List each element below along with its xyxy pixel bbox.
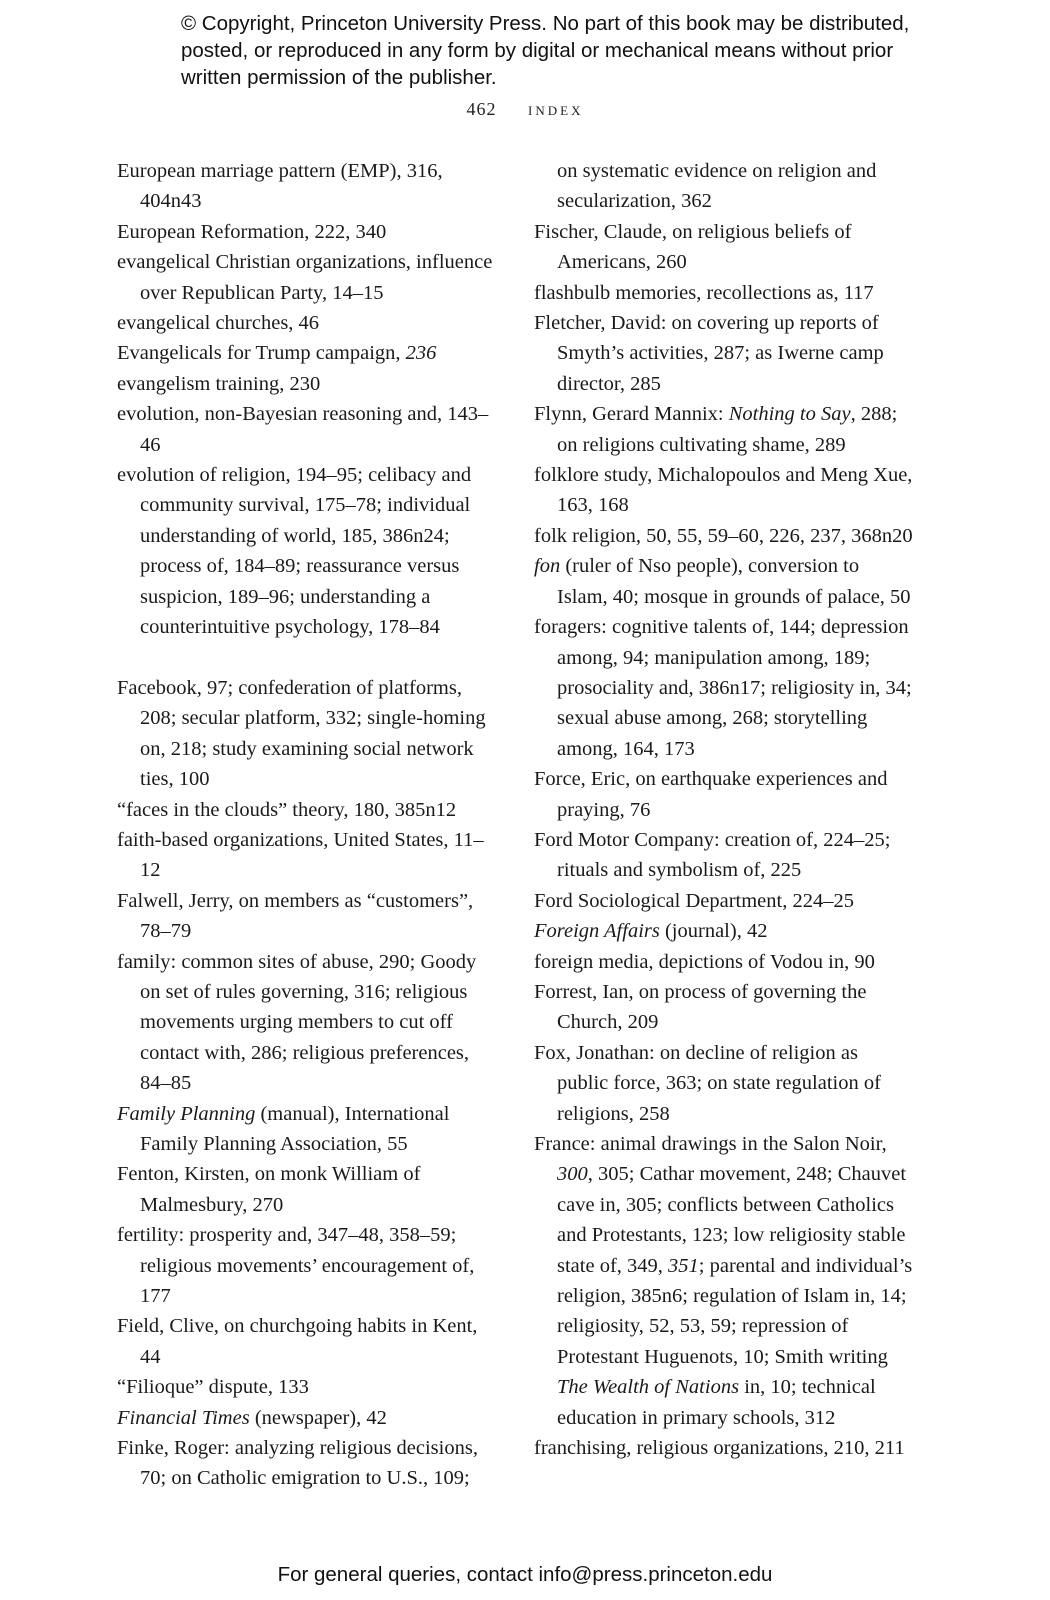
index-entry: Falwell, Jerry, on members as “customers”, 78–79 bbox=[117, 889, 474, 943]
index-entry: “faces in the clouds” theory, 180, 385n12 bbox=[117, 798, 457, 821]
index-column-right bbox=[534, 156, 914, 1463]
index-entry: evangelical Christian organizations, influence over Republican Party, 14–15 bbox=[117, 251, 493, 304]
index-entry: evangelical churches, 46 bbox=[117, 312, 320, 335]
index-column-left bbox=[117, 156, 497, 1494]
index-entry: Evangelicals for Trump campaign, 236 bbox=[117, 342, 437, 365]
running-head bbox=[0, 99, 1050, 120]
index-entry: France: animal drawings in the Salon Noir, 300, 305; Cathar movement, 248; Chauvet cave in, 305; conflicts between Catholics and Protestants, 123; low religiosity stable state of, 349, 351; parental and individual’s religion, 385n6; regulation of Islam in, 14; religiosity, 52, 53, 59; repression of Protestant Huguenots, 10; Smith writing The Wealth of Nations in, 10; technical education in primary schools, 312 bbox=[534, 1133, 913, 1429]
index-entry: Family Planning (manual), International Family Planning Association, 55 bbox=[117, 1102, 450, 1155]
copyright-notice: © Copyright, Princeton University Press. No part of this book may be distributed, posted, or reproduced in any form by digital or mechanical means without prior written permission of the publisher. bbox=[181, 12, 910, 89]
index-entry: folk religion, 50, 55, 59–60, 226, 237, 368n20 bbox=[534, 524, 913, 547]
index-entry: Financial Times (newspaper), 42 bbox=[117, 1406, 387, 1429]
index-entry: Force, Eric, on earthquake experiences and praying, 76 bbox=[534, 768, 888, 821]
index-entry: Fischer, Claude, on religious beliefs of Americans, 260 bbox=[534, 220, 852, 274]
footer-contact: For general queries, contact info@press.princeton.edu bbox=[277, 1563, 773, 1586]
section-gap bbox=[117, 643, 497, 673]
index-entry: Flynn, Gerard Mannix: Nothing to Say, 288; on religions cultivating shame, 289 bbox=[534, 403, 898, 456]
index-entry: Fox, Jonathan: on decline of religion as public force, 363; on state regulation of religions, 258 bbox=[534, 1041, 881, 1125]
index-entry: foragers: cognitive talents of, 144; depression among, 94; manipulation among, 189; prosociality and, 386n17; religiosity in, 34; sexual abuse among, 268; storytelling among, 164, 173 bbox=[534, 616, 912, 760]
index-entry: Facebook, 97; confederation of platforms, 208; secular platform, 332; single-homing on, 218; study examining social network ties, 100 bbox=[117, 676, 486, 791]
index-entry: European Reformation, 222, 340 bbox=[117, 220, 387, 243]
index-entry: Ford Motor Company: creation of, 224–25; rituals and symbolism of, 225 bbox=[534, 828, 891, 882]
index-entry: foreign media, depictions of Vodou in, 90 bbox=[534, 950, 875, 973]
index-entry: evangelism training, 230 bbox=[117, 372, 321, 395]
page-number: 462 bbox=[466, 99, 497, 119]
index-entry: folklore study, Michalopoulos and Meng Xue, 163, 168 bbox=[534, 464, 913, 517]
index-entry: Fletcher, David: on covering up reports of Smyth’s activities, 287; as Iwerne camp director, 285 bbox=[534, 312, 884, 395]
index-entry: fertility: prosperity and, 347–48, 358–59; religious movements’ encouragement of, 177 bbox=[117, 1224, 475, 1308]
index-entry: flashbulb memories, recollections as, 117 bbox=[534, 281, 874, 304]
index-entry: Foreign Affairs (journal), 42 bbox=[534, 920, 768, 943]
index-entry: faith-based organizations, United States, 11–12 bbox=[117, 828, 484, 882]
index-entry: franchising, religious organizations, 210, 211 bbox=[534, 1437, 905, 1460]
index-entry: Finke, Roger: analyzing religious decisions, 70; on Catholic emigration to U.S., 109; bbox=[117, 1437, 478, 1490]
index-entry: on systematic evidence on religion and secularization, 362 bbox=[557, 160, 877, 213]
index-entry: fon (ruler of Nso people), conversion to Islam, 40; mosque in grounds of palace, 50 bbox=[534, 555, 911, 608]
index-entry: Forrest, Ian, on process of governing the Church, 209 bbox=[534, 980, 867, 1034]
index-entry: evolution, non-Bayesian reasoning and, 143–46 bbox=[117, 403, 489, 456]
index-entry: European marriage pattern (EMP), 316, 404n43 bbox=[117, 160, 443, 213]
section-title: index bbox=[528, 99, 584, 119]
index-entry: evolution of religion, 194–95; celibacy and community survival, 175–78; individual understanding of world, 185, 386n24; process of, 184–89; reassurance versus suspicion, 189–96; understanding a counterintuitive psychology, 178–84 bbox=[117, 464, 472, 639]
index-entry: Ford Sociological Department, 224–25 bbox=[534, 889, 854, 912]
index-entry: “Filioque” dispute, 133 bbox=[117, 1376, 309, 1399]
index-entry: Field, Clive, on churchgoing habits in Kent, 44 bbox=[117, 1315, 478, 1368]
index-entry: family: common sites of abuse, 290; Goody on set of rules governing, 316; religious movements urging members to cut off contact with, 286; religious preferences, 84–85 bbox=[117, 950, 477, 1095]
index-entry: Fenton, Kirsten, on monk William of Malmesbury, 270 bbox=[117, 1163, 421, 1216]
